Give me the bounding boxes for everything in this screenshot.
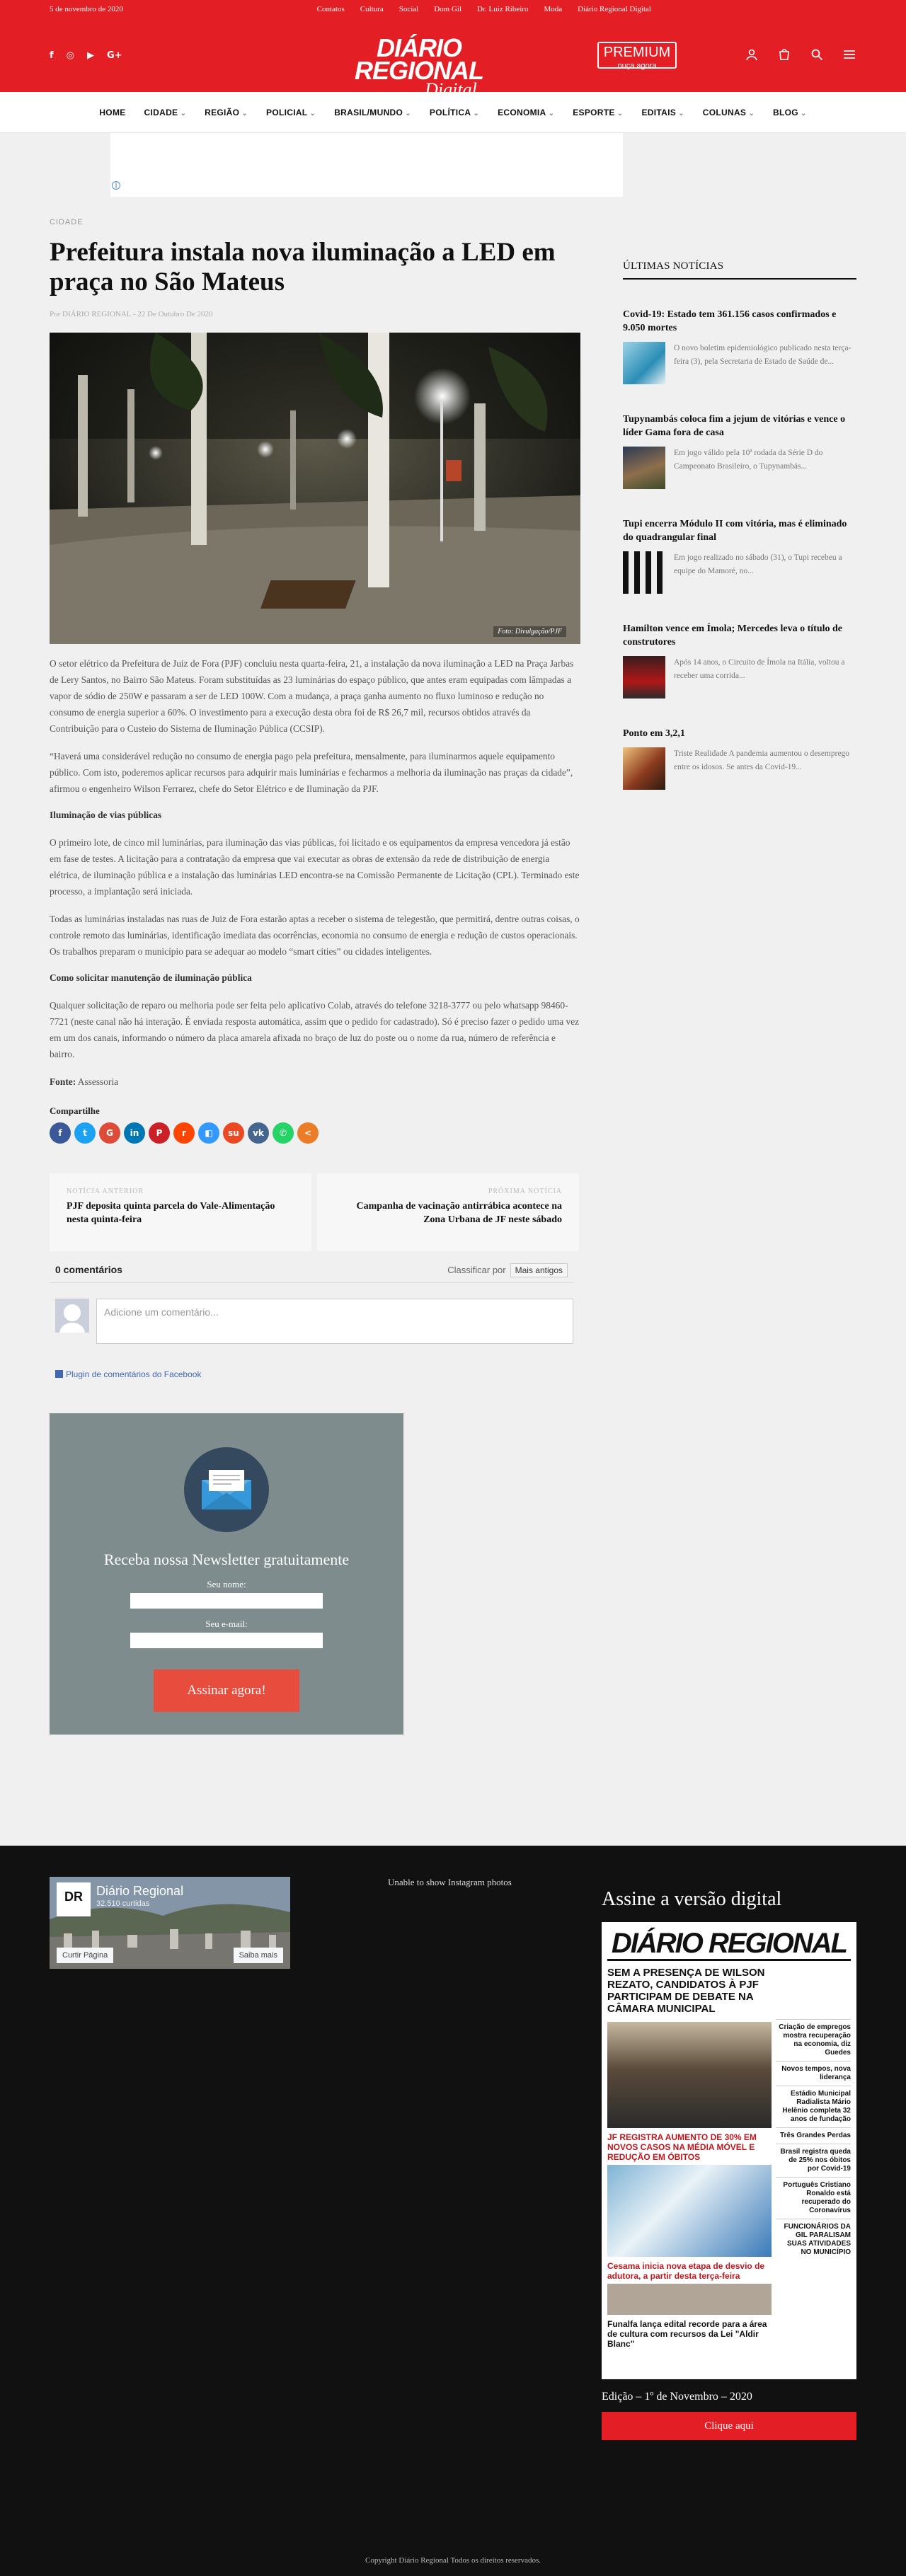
list-item[interactable]: Covid-19: Estado tem 361.156 casos confirmados e 9.050 mortes O novo boletim epidemiológico publicado nesta terça-feira (3), pela Secretaria de Estado de Saúde de... (623, 308, 856, 384)
instagram-message: Unable to show Instagram photos (388, 1877, 512, 1887)
nav-brasil-mundo[interactable]: BRASIL/MUNDO ⌄ (334, 108, 411, 117)
share-twitter-icon[interactable]: t (74, 1122, 96, 1144)
sidebar-title: ÚLTIMAS NOTÍCIAS (623, 260, 856, 280)
name-label: Seu nome: (207, 1579, 246, 1589)
fb-page-logo: DR (57, 1882, 91, 1916)
prev-next-nav (50, 1173, 580, 1251)
click-here-button[interactable]: Clique aqui (602, 2412, 856, 2440)
envelope-icon (184, 1447, 269, 1532)
top-link-social[interactable]: Social (398, 5, 419, 13)
share-buttons (50, 1122, 580, 1144)
nav-blog[interactable]: BLOG ⌄ (773, 108, 807, 117)
facebook-plugin-link[interactable]: Plugin de comentários do Facebook (50, 1369, 573, 1379)
article-title: Prefeitura instala nova iluminação a LED em praça no São Mateus (50, 238, 556, 297)
share-label: Compartilhe (50, 1105, 100, 1116)
email-label: Seu e-mail: (205, 1618, 248, 1629)
facebook-comments (50, 1264, 573, 1379)
site-header (0, 18, 906, 100)
cart-icon[interactable] (777, 48, 791, 62)
comment-input[interactable]: Adicione um comentário... (96, 1299, 573, 1344)
article-source: Fonte: Assessoria (50, 1076, 119, 1087)
nav-economia[interactable]: ECONOMIA ⌄ (498, 108, 554, 117)
top-link-luiz-ribeiro[interactable]: Dr. Luiz Ribeiro (477, 5, 529, 13)
previous-article-link[interactable]: NOTÍCIA ANTERIOR PJF deposita quinta parcela do Vale-Alimentação nesta quinta-feira (50, 1173, 311, 1251)
news-thumbnail (623, 447, 665, 489)
share-reddit-icon[interactable]: r (173, 1122, 195, 1144)
top-bar (0, 0, 906, 18)
comments-sort: Classificar por Mais antigos (447, 1265, 568, 1275)
social-links (50, 50, 122, 61)
article (50, 218, 580, 1735)
instagram-icon[interactable]: ◎ (66, 50, 74, 61)
fb-page-likes: 32.510 curtidas (96, 1899, 150, 1908)
article-byline: Por DIÁRIO REGIONAL - 22 De Outubro De 2020 (50, 310, 213, 318)
share-whatsapp-icon[interactable]: ✆ (273, 1122, 294, 1144)
top-link-moda[interactable]: Moda (544, 5, 563, 13)
google-plus-icon[interactable]: G+ (107, 50, 122, 61)
header-actions (597, 42, 856, 69)
digital-title: Assine a versão digital (602, 1888, 782, 1910)
article-paragraph: Qualquer solicitação de reparo ou melhoria pode ser feita pelo aplicativo Colab, através do telefone 3218-3777 ou pelo whatsapp 98460-7721 (neste canal não há interação. É enviada resposta automática, assim que o pedido for cadastrado). Só é preciso fazer o pedido uma vez em um dos canais, informando o número da placa amarela afixada no braço de luz do poste ou o nome da rua, número de referência e bairro. (50, 1000, 580, 1059)
share-facebook-icon[interactable]: f (50, 1122, 71, 1144)
sort-select[interactable]: Mais antigos (510, 1263, 568, 1277)
article-category[interactable]: CIDADE (50, 218, 84, 226)
fb-page-name[interactable]: Diário Regional (96, 1884, 184, 1898)
nav-regiao[interactable]: REGIÃO ⌄ (205, 108, 248, 117)
list-item[interactable]: Ponto em 3,2,1 Triste Realidade A pandemia aumentou o desemprego entre os idosos. Se antes da Covid-19... (623, 727, 856, 790)
news-thumbnail (623, 342, 665, 384)
article-body (50, 655, 580, 1090)
next-article-link[interactable]: PRÓXIMA NOTÍCIA Campanha de vacinação antirrábica acontece na Zona Urbana de JF neste sábado (317, 1173, 579, 1251)
top-link-cultura[interactable]: Cultura (360, 5, 384, 13)
article-paragraph: O primeiro lote, de cinco mil luminárias, para iluminação das vias públicas, foi licitado e os equipamentos da empresa vencedora já estão em fase de testes. A licitação para a contratação da empresa que vai executar as obras de extensão da rede de distribuição de energia elétrica, de iluminação pública e a instalação das luminárias LED encontra-se na Comissão Permanente de Licitação (CPL). Terminado este processo, a implantação será iniciada. (50, 837, 580, 897)
nav-editais[interactable]: EDITAIS ⌄ (641, 108, 684, 117)
square-night-photo (50, 333, 580, 644)
top-link-dom-gil[interactable]: Dom Gil (434, 5, 462, 13)
cover-photo (607, 2284, 772, 2315)
ad-banner[interactable] (110, 133, 623, 197)
share-pinterest-icon[interactable]: P (149, 1122, 170, 1144)
site-footer (0, 1846, 906, 2576)
share-linkedin-icon[interactable]: in (124, 1122, 145, 1144)
email-input[interactable] (130, 1633, 323, 1648)
nav-home[interactable]: HOME (99, 107, 126, 117)
nav-cidade[interactable]: CIDADE ⌄ (144, 108, 187, 117)
newsletter-box (50, 1413, 403, 1735)
top-link-contatos[interactable]: Contatos (316, 5, 345, 13)
fb-like-page-button[interactable]: Curtir Página (57, 1948, 113, 1963)
edition-date: Edição – 1º de Novembro – 2020 (602, 2391, 752, 2403)
news-thumbnail (623, 551, 665, 594)
cover-photo (607, 2022, 772, 2128)
main-content (0, 133, 906, 1846)
cover-photo (607, 2165, 772, 2257)
nav-politica[interactable]: POLÍTICA ⌄ (430, 108, 479, 117)
photo-credit: Foto: Divulgação/PJF (493, 626, 566, 637)
digital-edition (602, 1888, 856, 2440)
menu-icon[interactable] (842, 48, 856, 62)
share-delicious-icon[interactable]: ◧ (198, 1122, 219, 1144)
share-stumbleupon-icon[interactable]: su (223, 1122, 244, 1144)
article-paragraph: “Haverá uma considerável redução no consumo de energia pago pela prefeitura, mensalmente, para iluminarmos aquele equipamento público. Com isto, poderemos aplicar recursos para adquirir mais luminárias e fecharmos a melhoria da iluminação nas praças da cidade”, afirmou o engenheiro Wilson Ferrarez, chefe do Setor Elétrico e de Iluminação da PJF. (50, 751, 573, 794)
news-thumbnail (623, 656, 665, 698)
search-icon[interactable] (810, 48, 824, 62)
facebook-icon (55, 1370, 63, 1378)
article-photo (50, 333, 580, 644)
copyright: Copyright Diário Regional Todos os direitos reservados. (365, 2556, 541, 2565)
top-link-digital[interactable]: Diário Regional Digital (578, 5, 651, 13)
share-sharethis-icon[interactable]: < (297, 1122, 319, 1144)
sidebar (623, 260, 856, 790)
facebook-page-widget[interactable] (50, 1877, 290, 1969)
nav-colunas[interactable]: COLUNAS ⌄ (703, 108, 755, 117)
facebook-icon[interactable]: f (50, 50, 54, 61)
user-icon[interactable] (745, 48, 759, 62)
article-subhead: Como solicitar manutenção de iluminação pública (50, 972, 252, 983)
article-paragraph: O setor elétrico da Prefeitura de Juiz de Fora (PJF) concluiu nesta quarta-feira, 21, a instalação da nova iluminação a LED na Praça Jarbas de Lery Santos, no Bairro São Mateus. Foram substituídas as 23 luminárias do espaço público, que antes eram equipadas com lâmpadas a vapor de sódio de 250W e passaram a ser de LED 100W. Com a mudança, a praça ganha aumento no fluxo luminoso e redução no consumo de energia superior a 60%. O investimento para a execução desta obra foi de R$ 26,7 mil, recursos obtidos através da Contribuição para o Custeio do Sistema de Iluminação Pública (CCSIP). (50, 658, 574, 734)
comments-count: 0 comentários (55, 1264, 122, 1275)
list-item[interactable]: Hamilton vence em Ímola; Mercedes leva o título de construtores Após 14 anos, o Circuito de Ímola na Itália, voltou a receber uma corrida... (623, 622, 856, 698)
newspaper-cover[interactable]: DIÁRIO REGIONAL SEM A PRESENÇA DE WILSON REZATO, CANDIDATOS À PJF PARTICIPAM DE DEBATE NA CÂMARA MUNICIPAL JF REGISTRA AUMENTO DE 30% EM NOVOS CASOS NA MÉDIA MÓVEL E REDUÇÃO EM ÓBITOS Cesama inicia nova etapa de desvio de adutora, a partir desta terça-feira Funalfa lança edital recorde para a área de cultura com recursos da Lei "Aldir Blanc" Criação de empregos mostra recuperação na economia, diz Guedes Novos tempos, nova liderança Estádio Municipal Radialista Mário Helênio completa 32 anos de fundação Três Grandes Perdas Brasil registra queda de 25% nos óbitos por Covid-19 Português Cristiano Ronaldo está recuperado do Coronavírus FUNCIONÁRIOS DA GIL PARALISAM SUAS ATIVIDADES NO MUNICÍPIO (602, 1922, 856, 2379)
current-date: 5 de novembro de 2020 (50, 5, 123, 13)
nav-esporte[interactable]: ESPORTE ⌄ (573, 108, 623, 117)
fb-learn-more-button[interactable]: Saiba mais (234, 1948, 283, 1963)
youtube-icon[interactable]: ▶ (87, 50, 94, 61)
nav-policial[interactable]: POLICIAL ⌄ (266, 108, 316, 117)
article-subhead: Iluminação de vias públicas (50, 810, 162, 820)
top-links (317, 5, 651, 13)
newsletter-title: Receba nossa Newsletter gratuitamente (103, 1551, 350, 1568)
name-input[interactable] (130, 1593, 323, 1609)
site-logo[interactable]: DIÁRIO REGIONAL Digital (354, 33, 483, 100)
avatar (55, 1299, 89, 1333)
share-google-icon[interactable]: G (99, 1122, 120, 1144)
article-paragraph: Todas as luminárias instaladas nas ruas de Juiz de Fora estarão aptas a receber o sistema de telegestão, que permitirá, dentre outras coisas, o controle remoto das luminárias, identificação imediata das ocorrências, economia no consumo de energia e redução de custos operacionais. Os trabalhos preparam o município para se adequar ao modelo “smart cities” ou cidades inteligentes. (50, 914, 580, 957)
share-vk-icon[interactable]: vk (248, 1122, 269, 1144)
list-item[interactable]: Tupynambás coloca fim a jejum de vitórias e vence o líder Gama fora de casa Em jogo válido pela 10ª rodada da Série D do Campeonato Brasileiro, o Tupynambás... (623, 413, 856, 489)
ad-info-icon[interactable]: i (112, 181, 120, 190)
news-thumbnail (623, 747, 665, 790)
subscribe-button[interactable]: Assinar agora! (154, 1669, 299, 1712)
premium-audio-button[interactable]: PREMIUM ouça agora (597, 42, 677, 69)
list-item[interactable]: Tupi encerra Módulo II com vitória, mas é eliminado do quadrangular final Em jogo realizado no sábado (31), o Tupi recebeu a equipe do Mamoré, no... (623, 517, 856, 594)
